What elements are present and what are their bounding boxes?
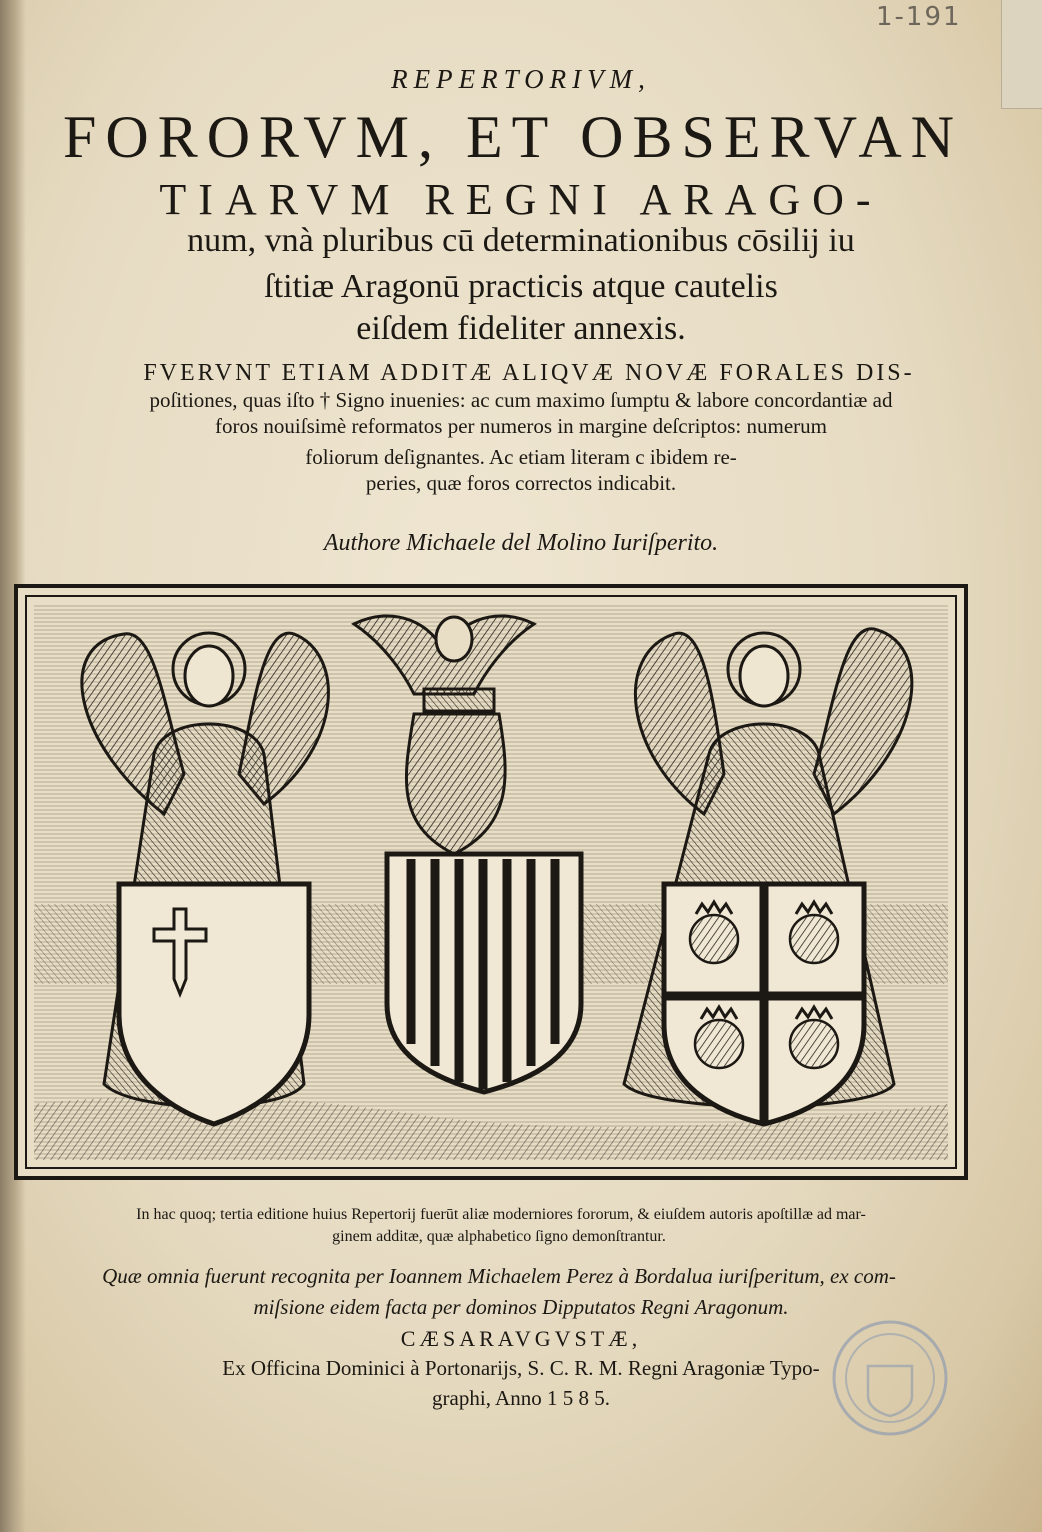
- title-line-2: FORORVM, ET OBSERVAN: [63, 104, 963, 170]
- revision-note-line-2: miſsione eidem facta per dominos Dipputatos Regni Aragonum.: [253, 1295, 789, 1319]
- imprint-line-1: Ex Officina Dominici à Portonarijs, S. C. R. M. Regni Aragoniæ Typo-: [222, 1356, 820, 1380]
- title-line-6: eiſdem fideliter annexis.: [356, 310, 686, 347]
- subtitle-line-1: FVERVNT ETIAM ADDITÆ ALIQVÆ NOVÆ FORALES DIS-: [143, 360, 915, 386]
- edition-note-line-1: In hac quoq; tertia editione huius Repertorij fuerūt aliæ moderniores fororum, & eiuſdem autoris apoſtillæ ad mar-: [136, 1206, 866, 1223]
- edition-note-line-2: ginem additæ, quæ alphabetico ſigno demonſtrantur.: [332, 1228, 666, 1245]
- library-stamp-icon: [828, 1316, 952, 1440]
- title-line-4: num, vnà pluribus cū determinationibus cōsilij iu: [187, 222, 855, 259]
- imprint-city: CÆSARAVGVSTÆ,: [400, 1326, 642, 1351]
- subtitle-line-4: foliorum deſignantes. Ac etiam literam c ibidem re-: [305, 445, 737, 469]
- revision-note-line-1: Quæ omnia fuerunt recognita per Ioannem Michaelem Perez à Bordalua iuriſperitum, ex com-: [102, 1264, 896, 1288]
- title-line-5: ſtitiæ Aragonū practicis atque cautelis: [264, 268, 778, 305]
- shelfmark: 1-191: [876, 2, 962, 32]
- title-line-1: REPERTORIVM,: [391, 64, 651, 94]
- coat-of-arms-woodcut: [14, 584, 968, 1180]
- title-line-3: TIARVM REGNI ARAGO-: [159, 175, 883, 224]
- subtitle-line-2: poſitiones, quas iſto † Signo inuenies: ac cum maximo ſumptu & labore concordantiæ ad: [149, 388, 893, 412]
- subtitle-line-5: peries, quæ foros correctos indicabit.: [365, 471, 677, 495]
- subtitle-line-3: foros nouiſsimè reformatos per numeros in margine deſcriptos: numerum: [215, 414, 827, 438]
- imprint-line-2: graphi, Anno 1 5 8 5.: [432, 1386, 610, 1410]
- author-line: Authore Michaele del Molino Iuriſperito.: [323, 530, 719, 556]
